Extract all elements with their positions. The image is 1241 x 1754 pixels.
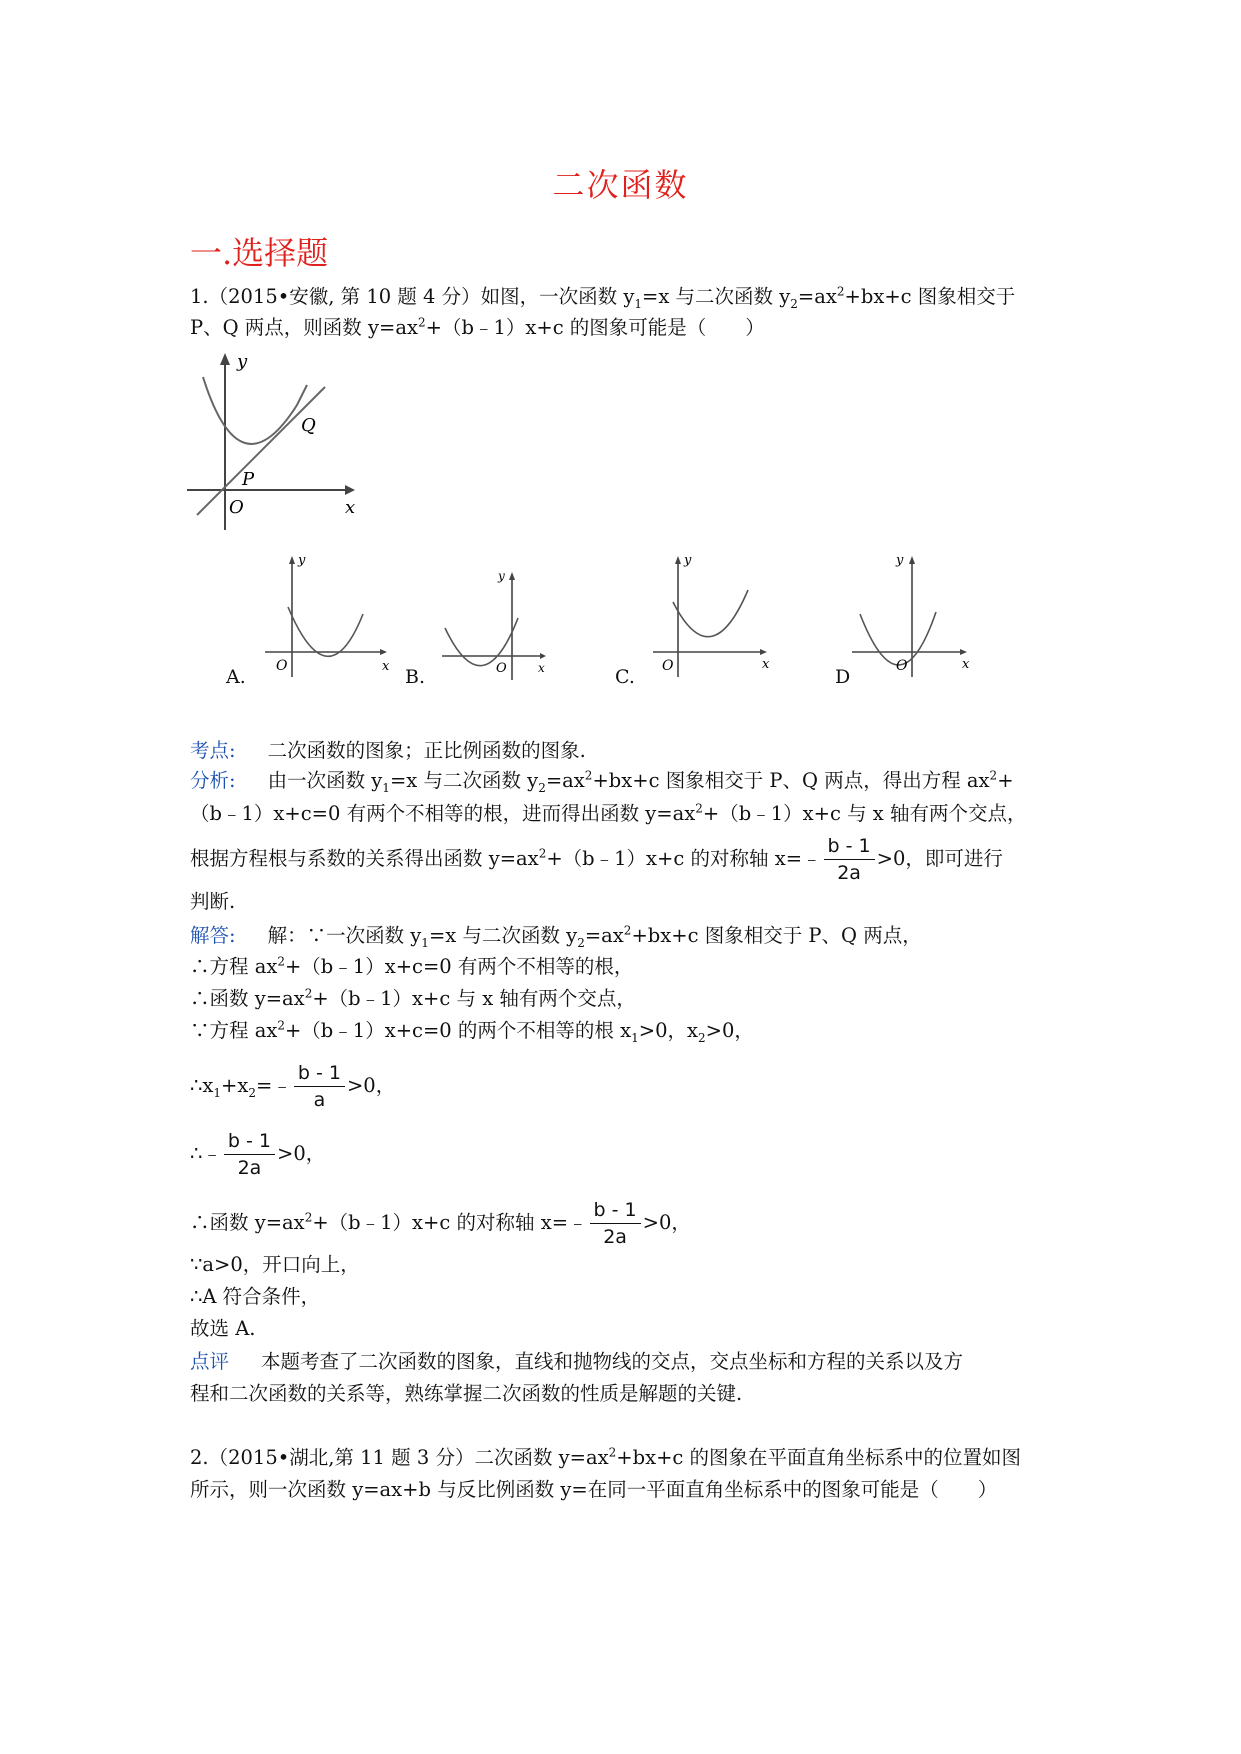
x-axis-arrow — [345, 485, 355, 495]
q1-stem-line-1: 1.（2015•安徽, 第 10 题 4 分）如图，一次函数 $y_1=x$ 与二次函数 $y_2=ax^2+bx+c$ 图象相交于 — [190, 284, 1016, 311]
kaodian-tag: 考点: — [190, 739, 236, 762]
option-b-x-label: x — [538, 661, 545, 675]
jieda-line-9: ∴A 符合条件， — [190, 1285, 321, 1308]
option-d-origin: O — [896, 658, 908, 674]
option-c-graph — [648, 552, 778, 682]
fenxi-line-1: 分析: 由一次函数 $y_1=x$ 与二次函数 $y_2=ax^2+bx+c$ 图象相交于 P、Q 两点，得出方程 $ax^2+$ — [190, 768, 1014, 795]
fenxi-tag: 分析: — [190, 769, 236, 792]
jieda-fraction-2: $\frac{b - 1}{2a}$ — [224, 1128, 275, 1181]
option-a-origin: O — [276, 658, 288, 674]
fig-q-label: Q — [301, 415, 316, 436]
option-b-graph — [440, 568, 555, 683]
option-d-graph — [850, 552, 980, 682]
option-d-label[interactable]: D — [835, 666, 851, 688]
fenxi-line-3: 根据方程根与系数的关系得出函数 $y=ax^2+(b﹣1)x+c$ 的对称轴 x=﹣ $\frac{b - 1}{2a}$ >0，即可进行 — [190, 835, 1003, 884]
option-c-x-label: x — [762, 657, 770, 672]
fig-p-label: P — [242, 469, 255, 490]
q2-stem-line-2: 所示，则一次函数 y=ax+b 与反比例函数 y=在同一平面直角坐标系中的图象可能是（ ） — [190, 1478, 998, 1501]
kaodian-line: 考点: 二次函数的图象；正比例函数的图象. — [190, 739, 586, 762]
dianping-line-2: 程和二次函数的关系等，熟练掌握二次函数的性质是解题的关键. — [190, 1382, 743, 1405]
q1-main-figure — [185, 345, 365, 535]
jieda-line-2: ∴方程 $ax^2+(b﹣1)x+c=0$ 有两个不相等的根， — [190, 954, 634, 978]
option-c-y-label: y — [684, 553, 692, 568]
section-heading: 一.选择题 — [190, 234, 329, 272]
fenxi-fraction: $\frac{b - 1}{2a}$ — [824, 833, 875, 886]
jieda-line-5: $\therefore x_1+x_2=﹣$ $\frac{b - 1}{a}$ >0， — [190, 1062, 396, 1111]
option-a-x-label: x — [382, 659, 390, 674]
jieda-line-4: ∵方程 $ax^2+(b﹣1)x+c=0$ 的两个不相等的根 $x_1>0$，$x_2>0$， — [190, 1018, 754, 1045]
jieda-line-7: ∴函数 $y=ax^2+(b﹣1)x+c$ 的对称轴 x=﹣ $\frac{b - 1}{2a}$ >0， — [190, 1199, 691, 1248]
option-b-parabola — [445, 618, 518, 666]
parabola-y2 — [203, 377, 307, 444]
q1-stem-line-2: P、Q 两点，则函数 $y=ax^2+(b﹣1)x+c$ 的图象可能是（ ） — [190, 315, 765, 339]
y-axis-arrow — [220, 353, 230, 365]
fig-x-label: x — [345, 497, 356, 518]
option-b-label[interactable]: B. — [405, 666, 426, 688]
option-b-origin: O — [496, 661, 507, 676]
option-d-x-label: x — [962, 657, 970, 672]
option-b-y-label: y — [498, 569, 505, 583]
fig-origin-label: O — [229, 497, 244, 518]
line-y1 — [197, 387, 325, 515]
option-c-origin: O — [662, 658, 674, 674]
option-c-label[interactable]: C. — [615, 666, 635, 688]
dianping-line-1: 点评 本题考查了二次函数的图象，直线和抛物线的交点，交点坐标和方程的关系以及方 — [190, 1350, 964, 1373]
fenxi-line-2: （b﹣1）x+c=0 有两个不相等的根，进而得出函数 $y=ax^2+(b﹣1)x+c$ 与 x 轴有两个交点， — [190, 801, 1027, 825]
option-c-parabola — [673, 590, 748, 637]
jieda-line-3: ∴函数 $y=ax^2+(b﹣1)x+c$ 与 x 轴有两个交点， — [190, 986, 636, 1010]
option-a-label[interactable]: A. — [226, 666, 246, 688]
option-a-y-label: y — [298, 553, 306, 568]
fenxi-line-4: 判断. — [190, 890, 236, 913]
jieda-line-6: ∴﹣ $\frac{b - 1}{2a}$ >0， — [190, 1130, 326, 1179]
jieda-line-8: ∵a>0，开口向上， — [190, 1253, 360, 1276]
q2-stem-line-1: 2.（2015•湖北,第 11 题 3 分）二次函数 $y=ax^2+bx+c$ 的图象在平面直角坐标系中的位置如图 — [190, 1445, 1022, 1469]
dianping-tag: 点评 — [190, 1350, 230, 1373]
jieda-fraction-1: $\frac{b - 1}{a}$ — [294, 1060, 345, 1113]
jieda-line-1: 解答: 解：∵一次函数 $y_1=x$ 与二次函数 $y_2=ax^2+bx+c$ 图象相交于 P、Q 两点， — [190, 923, 922, 950]
option-a-parabola — [288, 607, 363, 656]
fig-y-label: y — [237, 351, 248, 372]
page-title: 二次函数 — [552, 166, 689, 204]
jieda-tag: 解答: — [190, 924, 236, 947]
jieda-fraction-3: $\frac{b - 1}{2a}$ — [590, 1197, 641, 1250]
option-d-y-label: y — [896, 553, 904, 568]
option-a-graph — [260, 552, 400, 682]
jieda-line-10: 故选 A. — [190, 1317, 256, 1340]
